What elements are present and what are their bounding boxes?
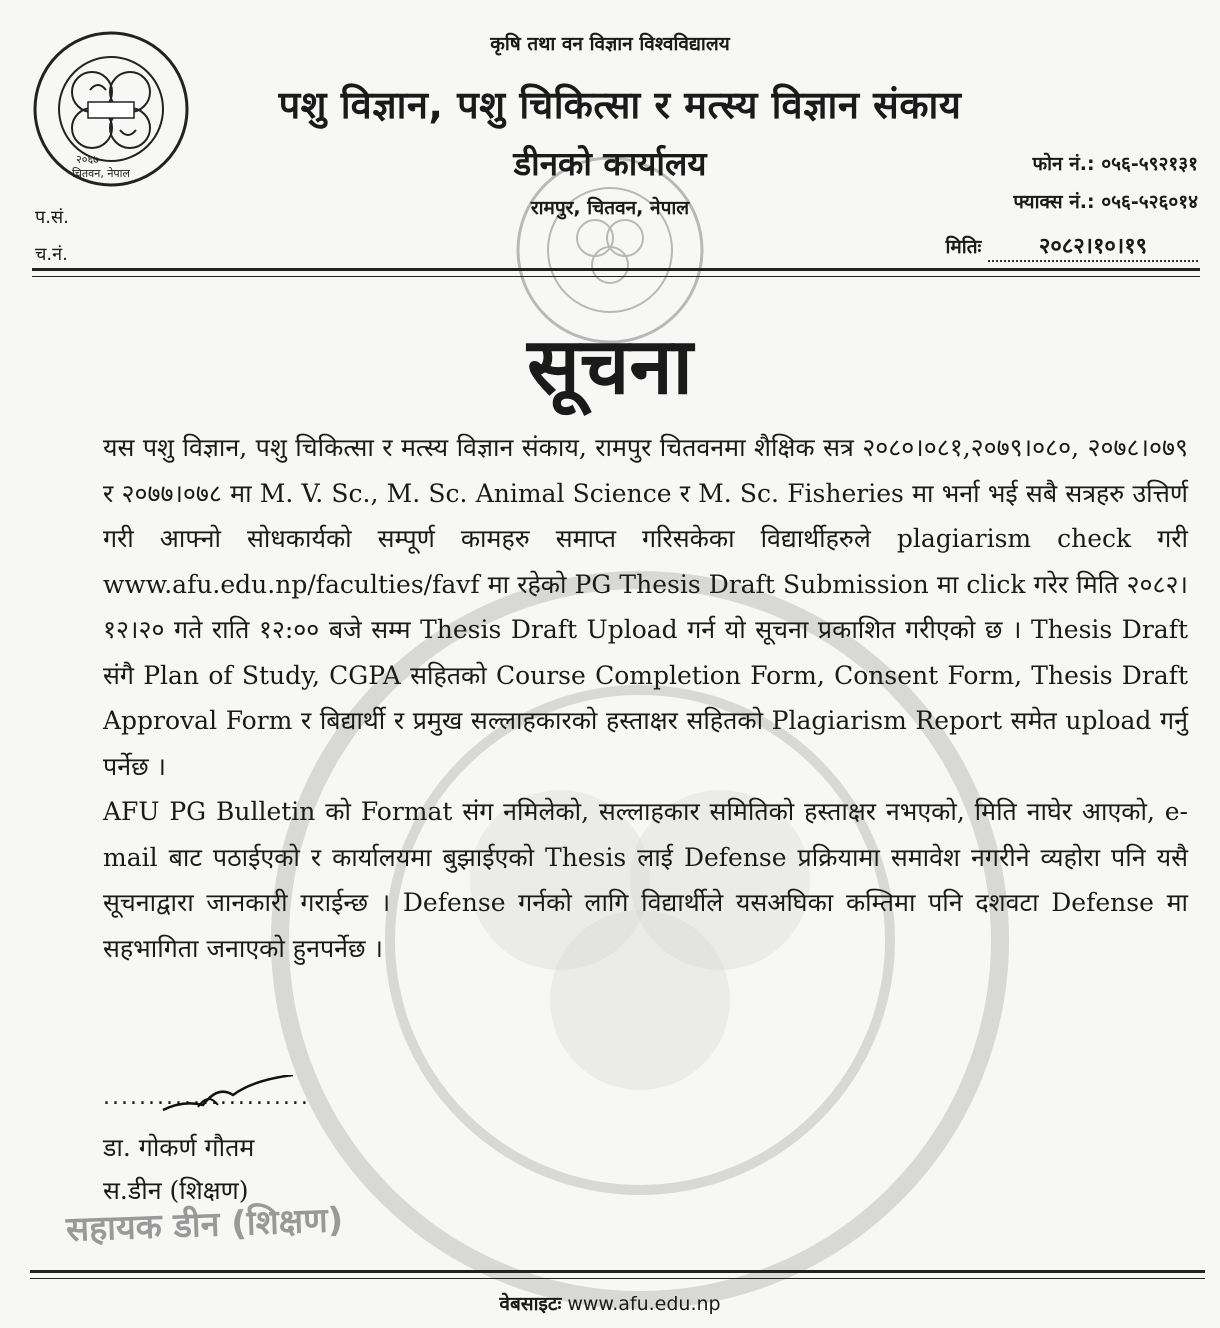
notice-body (103, 425, 1188, 971)
fax-label: फ्याक्स नं.: (1013, 191, 1095, 213)
fax-row (1013, 188, 1198, 214)
signatory-title: स.डीन (शिक्षण) (103, 1176, 249, 1205)
fax-number: ०५६-५२६०१४ (1101, 191, 1198, 213)
university-name: कृषि तथा वन विज्ञान विश्वविद्यालय (490, 33, 730, 55)
notice-paragraph-2: AFU PG Bulletin को Format संग नमिलेको, सल्लाहकार समितिको हस्ताक्षर नभएको, मिति नाघेर आएको, e-mail बाट पठाईएको र कार्यालयमा बुझाईएको Thesis लाई Defense प्रक्रियामा समावेश नगरीने व्यहोरा पनि यसै सूचनाद्वारा जानकारी गराईन्छ । Defense गर्नको लागि विद्यार्थीले यसअघिका कम्तिमा पनि दशवटा Defense मा सहभागिता जनाएको हुनपर्नेछ । (103, 797, 1188, 963)
date-row (946, 230, 1199, 262)
phone-number: ०५६-५९२१३१ (1101, 153, 1198, 175)
notice-title: सूचना (527, 322, 693, 412)
notice-paragraph-1: यस पशु विज्ञान, पशु चिकित्सा र मत्स्य विज्ञान संकाय, रामपुर चितवनमा शैक्षिक सत्र २०८०।०८१,२०७९।०८०, २०७८।०७९ र २०७७।०७८ मा M. V. Sc., M. Sc. Animal Science र M. Sc. Fisheries मा भर्ना भई सबै सत्रहरु उत्तिर्ण गरी आफ्नो सोधकार्यको सम्पूर्ण कामहरु समाप्त गरिसकेका विद्यार्थीहरुले plagiarism check गरी www.afu.edu.np/faculties/favf मा रहेको PG Thesis Draft Submission मा click गरेर मिति २०८२।१२।२० गते राति १२:०० बजे सम्म Thesis Draft Upload गर्न यो सूचना प्रकाशित गरीएको छ । Thesis Draft संगै Plan of Study, CGPA सहितको Course Completion Form, Consent Form, Thesis Draft Approval Form र बिद्यार्थी र प्रमुख सल्लाहकारको हस्ताक्षर सहितको Plagiarism Report समेत upload गर्नु पर्नेछ । (103, 433, 1188, 781)
phone-label: फोन नं.: (1032, 153, 1095, 175)
footer-divider-thin (30, 1278, 1205, 1279)
office-address: रामपुर, चितवन, नेपाल (530, 197, 690, 219)
header-divider (32, 268, 1200, 271)
reference-number-label: प.सं. (35, 207, 69, 228)
phone-row (1032, 150, 1198, 176)
designation-stamp: सहायक डीन (शिक्षण) (65, 1200, 344, 1250)
dispatch-number-label: च.नं. (35, 244, 68, 265)
signatory-name: डा. गोकर्ण गौतम (103, 1133, 255, 1162)
handwritten-signature (158, 1075, 298, 1120)
footer-website (0, 1290, 1220, 1316)
office-name: डीनको कार्यालय (513, 144, 707, 183)
signature-line: ....................... (103, 1085, 310, 1110)
footer-divider (30, 1270, 1205, 1273)
date-value: २०८२।१०।१९ (988, 230, 1198, 262)
faculty-name: पशु विज्ञान, पशु चिकित्सा र मत्स्य विज्ञान संकाय (278, 83, 962, 127)
website-link[interactable]: www.afu.edu.np (567, 1293, 721, 1315)
website-label: वेबसाइटः (499, 1293, 562, 1315)
date-label: मितिः (945, 236, 982, 258)
header-divider-thin (32, 276, 1200, 277)
logo-place: चितवन, नेपाल (72, 167, 130, 180)
logo-year: २०६७ (76, 153, 99, 166)
